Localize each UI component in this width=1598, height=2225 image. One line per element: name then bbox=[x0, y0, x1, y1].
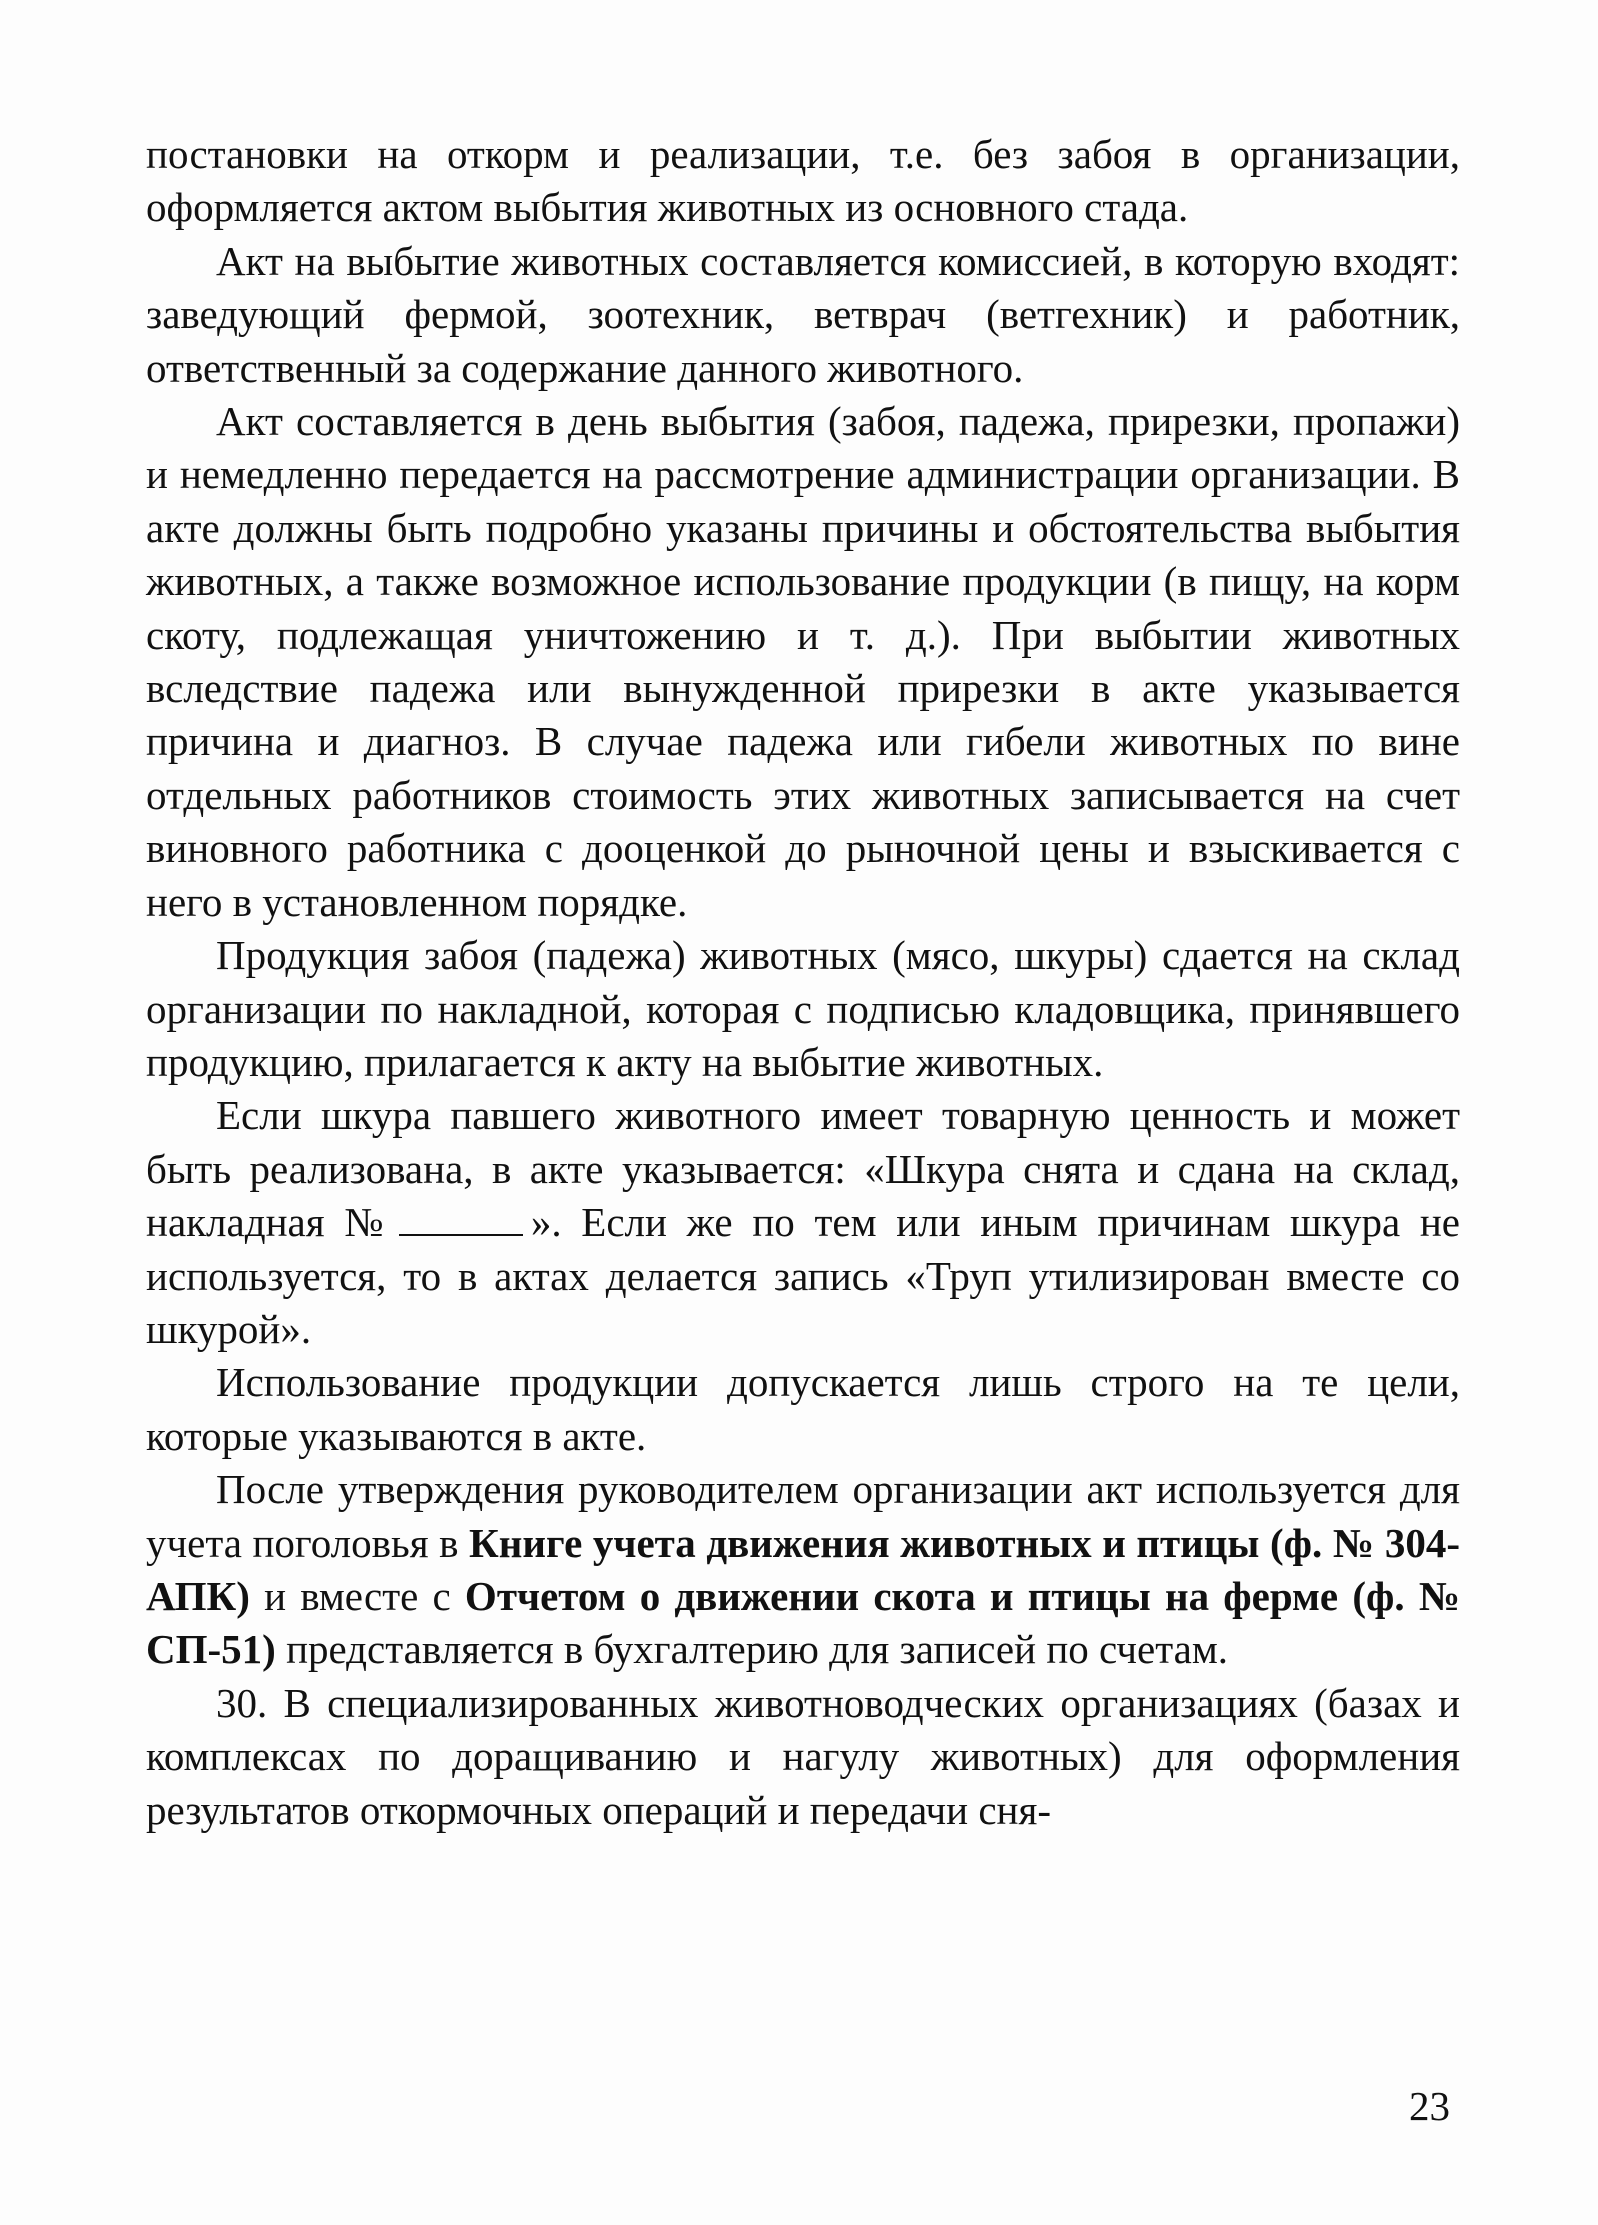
paragraph-text: Если шкура павшего животного имеет товарную ценность и может быть реализована, в акте указывается: «Шкура снята и сдана на склад, накладная № bbox=[146, 1092, 1460, 1246]
paragraph-act-date bbox=[146, 395, 1460, 929]
paragraph-text: После утверждения руководителем организации акт используется для учета поголовья в bbox=[146, 1466, 1460, 1566]
paragraph-text: 30. В специализированных животноводческих организациях (базах и комплексах по доращиванию и нагулу животных) для оформления результатов откормочных операций и передачи сня- bbox=[146, 1679, 1460, 1833]
report-name-bold: Отчетом о движении скота и птицы на ферме (ф. № СП-51) bbox=[146, 1572, 1460, 1673]
paragraph-text: представляется в бухгалтерию для записей по счетам. bbox=[275, 1626, 1229, 1673]
paragraph-text: постановки на откорм и реализации, т.е. без забоя в организации, оформляется актом выбытия животных из основного стада. bbox=[146, 131, 1460, 231]
paragraph-item-30 bbox=[146, 1677, 1460, 1837]
paragraph-text: Продукция забоя (падежа) животных (мясо, шкуры) сдается на склад организации по накладной, которая с подписью кладовщика, принявшего продукцию, прилагается к акту на выбытие животных. bbox=[146, 932, 1460, 1085]
invoice-number-blank bbox=[399, 1204, 523, 1236]
paragraph-commission bbox=[146, 235, 1460, 395]
form-name-bold: Книге учета движения животных и птицы (ф. № 304-АПК) bbox=[146, 1519, 1460, 1619]
body-text bbox=[146, 128, 1460, 1837]
page-number: 23 bbox=[1409, 2083, 1450, 2129]
paragraph-text: Акт на выбытие животных составляется комиссией, в которую входят: заведующий фермой, зоотехник, ветврач (ветгехник) и работник, ответственный за содержание данного животного. bbox=[146, 237, 1460, 391]
paragraph-slaughter-products bbox=[146, 929, 1460, 1089]
paragraph-text: Использование продукции допускается лишь строго на те цели, которые указываются в акте. bbox=[146, 1359, 1460, 1459]
paragraph-text: ». Если же по тем или иным причинам шкура не используется, то в актах делается запись «Труп утилизирован вместе со шкурой». bbox=[146, 1199, 1460, 1352]
paragraph-continuation bbox=[146, 128, 1460, 235]
paragraph-hide bbox=[146, 1089, 1460, 1356]
paragraph-approval bbox=[146, 1463, 1460, 1677]
paragraph-product-use bbox=[146, 1356, 1460, 1463]
paragraph-text: Акт составляется в день выбытия (забоя, падежа, прирезки, пропажи) и немедленно передается на рассмотрение администрации организации. В акте должны быть подробно указаны причины и обстоятельства выбытия животных, а также возможное использование продукции (в пищу, на корм скоту, подлежащая уничтожению и т. д.). При выбытии животных вследствие падежа или вынужденной прирезки в акте указывается причина и диагноз. В случае падежа или гибели животных по вине отдельных работников стоимость этих животных записывается на счет виновного работника с дооценкой до рыночной цены и взыскивается с него в установленном порядке. bbox=[146, 398, 1460, 925]
paragraph-text: и вместе с bbox=[249, 1572, 465, 1619]
